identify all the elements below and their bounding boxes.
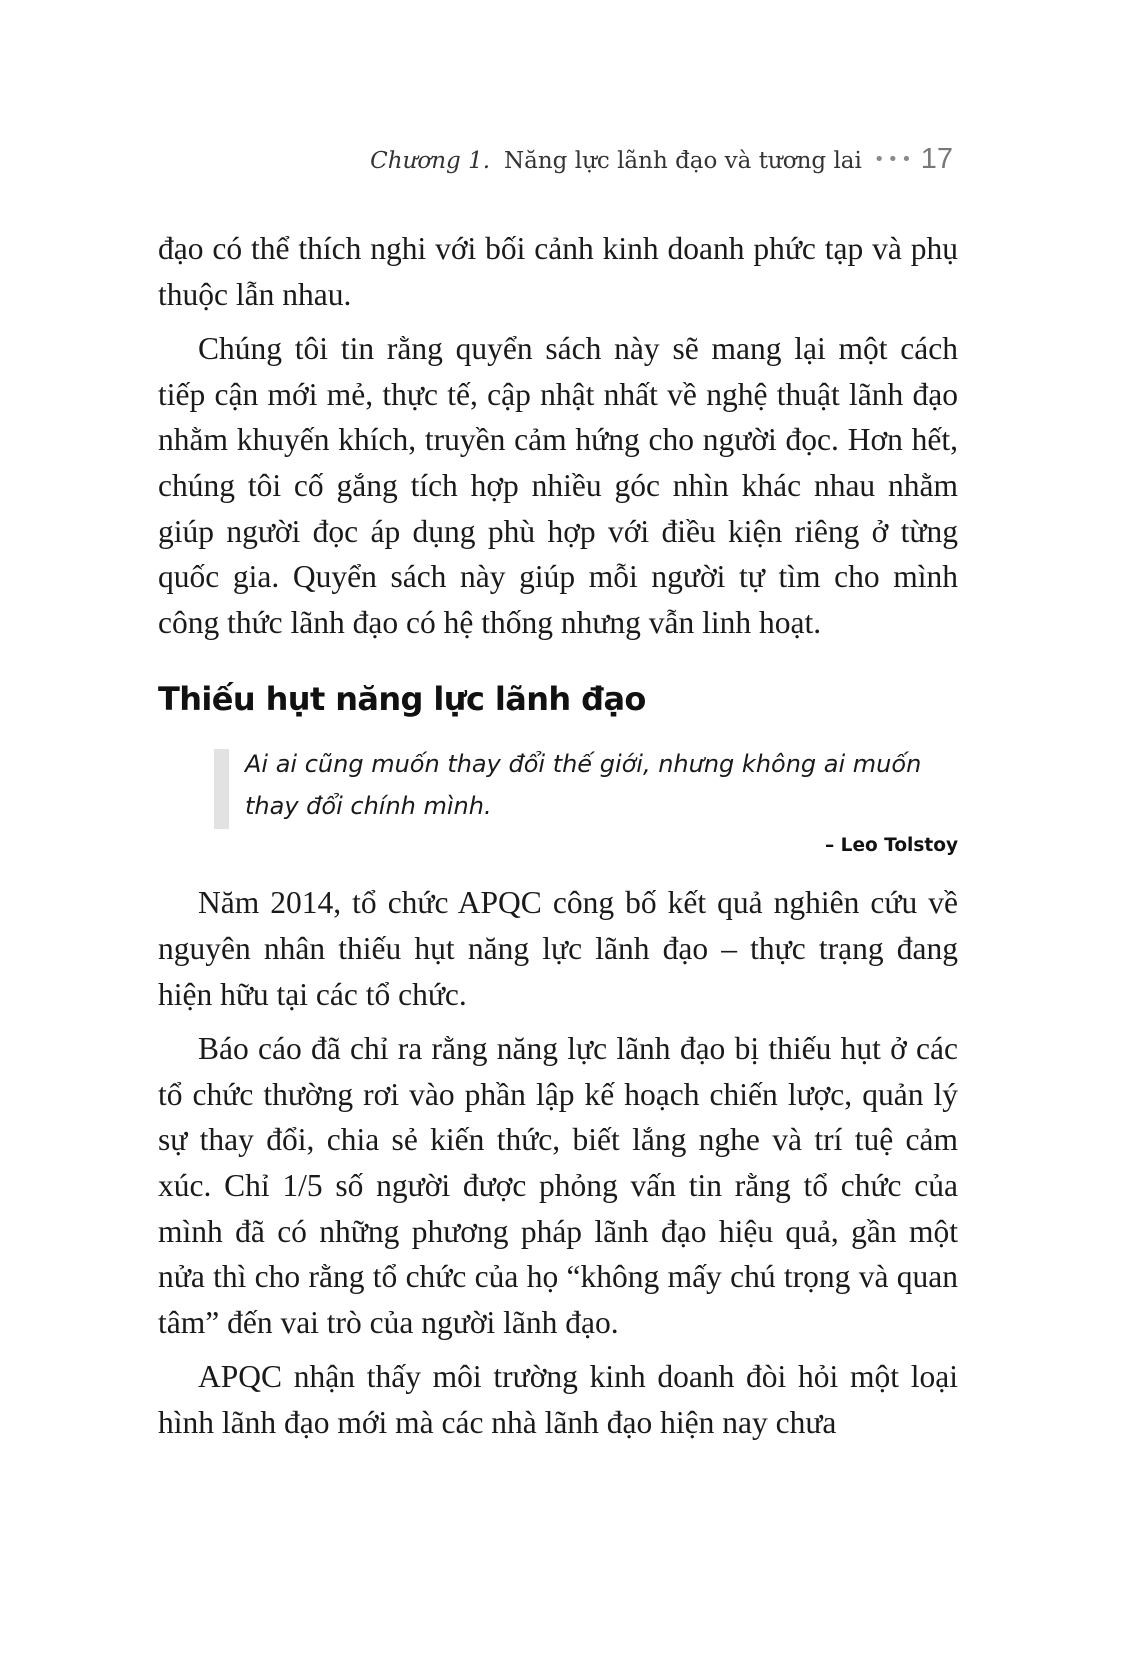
page-number: 17 bbox=[920, 143, 953, 175]
epigraph bbox=[214, 743, 958, 856]
epigraph-quote: Ai ai cũng muốn thay đổi thế giới, nhưng không ai muốn thay đổi chính mình. bbox=[245, 750, 922, 821]
chapter-title: Năng lực lãnh đạo và tương lai bbox=[504, 148, 862, 174]
epigraph-attribution: – Leo Tolstoy bbox=[824, 835, 958, 857]
epigraph-bar bbox=[214, 749, 229, 829]
header-dots-ornament: ••• bbox=[873, 149, 915, 170]
paragraph: APQC nhận thấy môi trường kinh doanh đòi hỏi một loại hình lãnh đạo mới mà các nhà lãnh đạo hiện nay chưa bbox=[158, 1359, 958, 1440]
paragraph: Năm 2014, tổ chức APQC công bố kết quả nghiên cứu về nguyên nhân thiếu hụt năng lực lãnh đạo – thực trạng đang hiện hữu tại các tổ chức. bbox=[158, 885, 958, 1012]
section-heading: Thiếu hụt năng lực lãnh đạo bbox=[158, 680, 646, 719]
paragraph-continued: đạo có thể thích nghi với bối cảnh kinh doanh phức tạp và phụ thuộc lẫn nhau. bbox=[158, 231, 958, 312]
paragraph: Chúng tôi tin rằng quyển sách này sẽ mang lại một cách tiếp cận mới mẻ, thực tế, cập nhật nhất về nghệ thuật lãnh đạo nhằm khuyến khích, truyền cảm hứng cho người đọc. Hơn hết, chúng tôi cố gắng tích hợp nhiều góc nhìn khác nhau nhằm giúp người đọc áp dụng phù hợp với điều kiện riêng ở từng quốc gia. Quyển sách này giúp mỗi người tự tìm cho mình công thức lãnh đạo có hệ thống nhưng vẫn linh hoạt. bbox=[158, 331, 958, 640]
page-body bbox=[158, 226, 958, 1454]
running-header bbox=[370, 143, 953, 176]
chapter-label: Chương 1. bbox=[370, 148, 491, 174]
paragraph: Báo cáo đã chỉ ra rằng năng lực lãnh đạo bị thiếu hụt ở các tổ chức thường rơi vào phần lập kế hoạch chiến lược, quản lý sự thay đổi, chia sẻ kiến thức, biết lắng nghe và trí tuệ cảm xúc. Chỉ 1/5 số người được phỏng vấn tin rằng tổ chức của mình đã có những phương pháp lãnh đạo hiệu quả, gần một nửa thì cho rằng tổ chức của họ “không mấy chú trọng và quan tâm” đến vai trò của người lãnh đạo. bbox=[158, 1031, 958, 1340]
